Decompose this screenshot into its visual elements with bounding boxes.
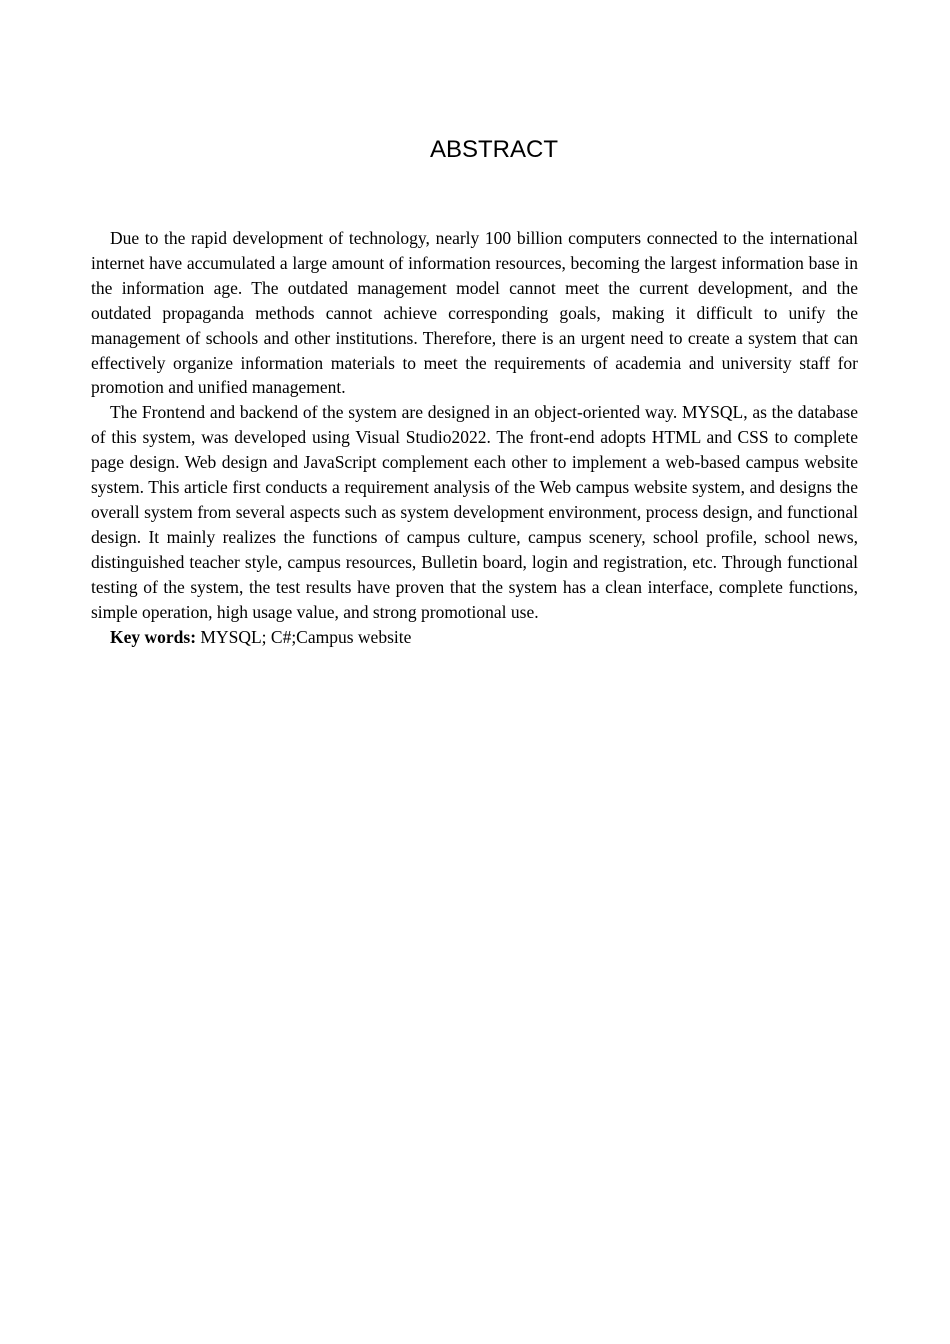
abstract-title: ABSTRACT [429, 136, 558, 163]
abstract-paragraph-1: Due to the rapid development of technology, nearly 100 billion computers connected to the international internet have accumulated a large amount of information resources, becoming the largest information base in the information age. The outdated management model cannot meet the current development, and the outdated propaganda methods cannot achieve corresponding goals, making it difficult to unify the management of schools and other institutions. Therefore, there is an urgent need to create a system that can effectively organize information materials to meet the requirements of academia and university staff for promotion and unified management. [91, 228, 858, 398]
keywords-value: MYSQL; C#;Campus website [196, 626, 412, 647]
keywords-line [91, 625, 858, 650]
keywords-label: Key words: [110, 626, 197, 647]
abstract-body [91, 226, 858, 649]
abstract-paragraph-2: The Frontend and backend of the system are designed in an object-oriented way. MYSQL, as the database of this system, was developed using Visual Studio2022. The front-end adopts HTML and CSS to complete page design. Web design and JavaScript complement each other to implement a web-based campus website system. This article first conducts a requirement analysis of the Web campus website system, and designs the overall system from several aspects such as system development environment, process design, and functional design. It mainly realizes the functions of campus culture, campus scenery, school profile, school news, distinguished teacher style, campus resources, Bulletin board, login and registration, etc. Through functional testing of the system, the test results have proven that the system has a clean interface, complete functions, simple operation, high usage value, and strong promotional use. [91, 402, 858, 622]
